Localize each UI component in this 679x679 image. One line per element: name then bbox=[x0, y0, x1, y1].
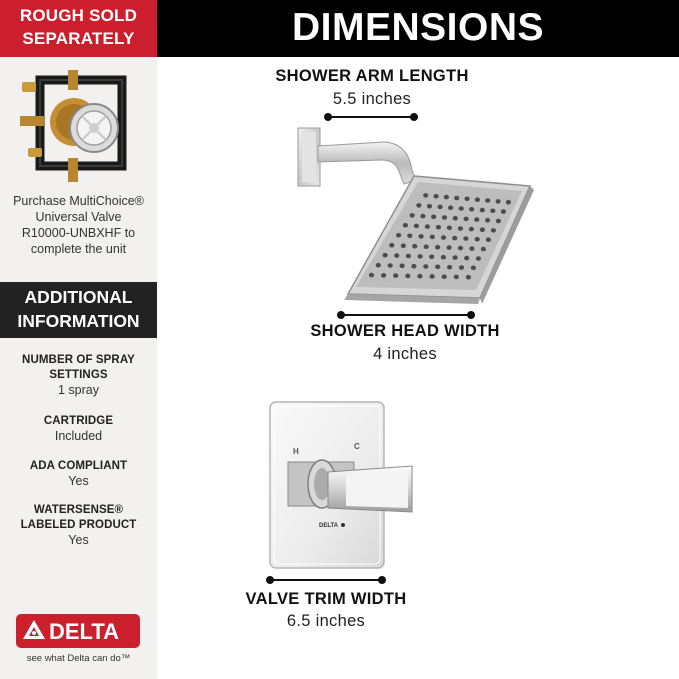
shower-arm-dimension-line bbox=[328, 116, 414, 118]
spray-nozzle bbox=[469, 207, 474, 212]
spray-nozzle bbox=[405, 274, 410, 279]
spray-nozzle bbox=[396, 233, 401, 238]
purchase-note-line: R10000-UNBXHF to bbox=[21, 226, 136, 240]
brand-name: DELTA bbox=[49, 619, 120, 644]
spec-label: ADA COMPLIANT bbox=[29, 460, 128, 472]
spray-nozzle bbox=[427, 204, 432, 209]
spray-nozzle bbox=[401, 243, 406, 248]
spray-nozzle bbox=[448, 205, 453, 210]
spec-value: 1 spray bbox=[58, 383, 99, 397]
spray-nozzle bbox=[465, 197, 470, 202]
purchase-note bbox=[4, 193, 153, 257]
spray-nozzle bbox=[383, 253, 388, 258]
dimensions-header bbox=[157, 0, 679, 57]
spray-nozzle bbox=[481, 247, 486, 252]
spray-nozzle bbox=[442, 215, 447, 220]
spray-nozzle bbox=[464, 256, 469, 261]
spray-nozzle bbox=[447, 245, 452, 250]
spray-nozzle bbox=[412, 244, 417, 249]
spray-nozzle bbox=[435, 245, 440, 250]
additional-banner-line2: INFORMATION bbox=[17, 311, 140, 331]
spray-nozzle bbox=[388, 263, 393, 268]
spray-nozzle bbox=[453, 216, 458, 221]
spray-nozzle bbox=[407, 234, 412, 239]
purchase-note-line: complete the unit bbox=[30, 242, 127, 256]
additional-information-banner bbox=[0, 282, 157, 338]
shower-head-dimension-line bbox=[341, 314, 471, 316]
spec-label: LABELED PRODUCT bbox=[20, 519, 137, 531]
spray-nozzle bbox=[429, 255, 434, 260]
spray-nozzle bbox=[458, 226, 463, 231]
cold-marking: C bbox=[354, 442, 360, 451]
spray-nozzle bbox=[430, 274, 435, 279]
spray-nozzle bbox=[452, 236, 457, 241]
spray-nozzle bbox=[424, 244, 429, 249]
spray-nozzle bbox=[485, 198, 490, 203]
shower-arm-value: 5.5 inches bbox=[332, 90, 412, 108]
valve-trim-value: 6.5 inches bbox=[286, 612, 366, 630]
spray-nozzle bbox=[435, 265, 440, 270]
spray-nozzle bbox=[417, 274, 422, 279]
shower-head-label: SHOWER HEAD WIDTH bbox=[310, 322, 500, 340]
shower-head-value: 4 inches bbox=[373, 345, 437, 363]
shower-arm-label: SHOWER ARM LENGTH bbox=[275, 67, 469, 85]
dimension-endpoint bbox=[467, 311, 475, 319]
spray-nozzle bbox=[491, 228, 496, 233]
spray-nozzle bbox=[414, 224, 419, 229]
spray-nozzle bbox=[475, 237, 480, 242]
spray-nozzle bbox=[474, 217, 479, 222]
spray-nozzle bbox=[471, 266, 476, 271]
additional-banner-line1: ADDITIONAL bbox=[24, 287, 133, 307]
spray-nozzle bbox=[393, 273, 398, 278]
spray-nozzle bbox=[441, 235, 446, 240]
spray-nozzle bbox=[444, 195, 449, 200]
spray-nozzle bbox=[434, 194, 439, 199]
valve-trim-image bbox=[266, 400, 426, 572]
dimension-endpoint bbox=[378, 576, 386, 584]
spray-nozzle bbox=[423, 264, 428, 269]
spec-spray-settings bbox=[0, 353, 157, 398]
spray-nozzle bbox=[458, 246, 463, 251]
dimension-endpoint bbox=[410, 113, 418, 121]
spray-nozzle bbox=[431, 215, 436, 220]
spray-nozzle bbox=[438, 205, 443, 210]
spray-nozzle bbox=[447, 226, 452, 231]
spray-nozzle bbox=[381, 273, 386, 278]
spray-nozzle bbox=[403, 223, 408, 228]
brand-tagline: see what Delta can do™ bbox=[26, 653, 131, 664]
rough-valve-image bbox=[20, 70, 138, 182]
delta-logo-icon bbox=[16, 614, 140, 648]
spray-nozzle bbox=[369, 273, 374, 278]
shower-head-image bbox=[290, 122, 540, 307]
spray-nozzle bbox=[416, 203, 421, 208]
valve-trim-label: VALVE TRIM WIDTH bbox=[245, 590, 407, 608]
spray-nozzle bbox=[469, 246, 474, 251]
spec-value: Yes bbox=[68, 474, 89, 488]
spray-nozzle bbox=[469, 227, 474, 232]
spec-ada-compliant bbox=[0, 459, 157, 489]
spray-nozzle bbox=[442, 274, 447, 279]
spray-nozzle bbox=[419, 234, 424, 239]
sidebar bbox=[0, 0, 157, 679]
spray-nozzle bbox=[389, 243, 394, 248]
spray-nozzle bbox=[459, 206, 464, 211]
spray-nozzle bbox=[418, 254, 423, 259]
spray-nozzle bbox=[496, 219, 501, 224]
spray-nozzle bbox=[406, 254, 411, 259]
spray-nozzle bbox=[453, 255, 458, 260]
spray-nozzle bbox=[486, 237, 491, 242]
spray-nozzle bbox=[454, 275, 459, 280]
hot-marking: H bbox=[293, 447, 299, 456]
spray-nozzle bbox=[420, 214, 425, 219]
spray-nozzle bbox=[454, 196, 459, 201]
spray-nozzle bbox=[501, 209, 506, 214]
spec-label: SETTINGS bbox=[49, 369, 108, 381]
spray-nozzle bbox=[485, 218, 490, 223]
rough-banner-line2: SEPARATELY bbox=[22, 29, 135, 48]
spray-nozzle bbox=[480, 227, 485, 232]
spray-nozzle bbox=[447, 265, 452, 270]
spray-nozzle bbox=[425, 224, 430, 229]
spray-nozzle bbox=[466, 275, 471, 280]
spray-nozzle bbox=[430, 235, 435, 240]
spray-nozzle bbox=[411, 264, 416, 269]
spec-label: CARTRIDGE bbox=[43, 415, 114, 427]
spray-nozzle bbox=[436, 225, 441, 230]
spray-nozzle bbox=[490, 209, 495, 214]
spray-nozzle bbox=[441, 255, 446, 260]
spray-nozzle bbox=[475, 197, 480, 202]
spray-nozzle bbox=[463, 236, 468, 241]
spray-nozzle bbox=[400, 264, 405, 269]
page-title: DIMENSIONS bbox=[291, 6, 545, 49]
purchase-note-line: Purchase MultiChoice® bbox=[13, 194, 144, 208]
spray-nozzle bbox=[376, 263, 381, 268]
trim-brand-marking: DELTA bbox=[319, 523, 339, 529]
spray-nozzle bbox=[480, 208, 485, 213]
spec-value: Included bbox=[54, 429, 103, 443]
spray-nozzle bbox=[410, 213, 415, 218]
spec-label: NUMBER OF SPRAY bbox=[22, 354, 135, 366]
spec-value: Yes bbox=[68, 533, 89, 547]
spec-watersense bbox=[0, 503, 157, 548]
spray-nozzle bbox=[459, 265, 464, 270]
spray-nozzle bbox=[423, 193, 428, 198]
purchase-note-line: Universal Valve bbox=[35, 210, 122, 224]
spray-nozzle bbox=[496, 199, 501, 204]
spec-cartridge bbox=[0, 414, 157, 444]
spray-nozzle bbox=[394, 253, 399, 258]
rough-sold-separately-banner bbox=[0, 0, 157, 57]
valve-trim-dimension-line bbox=[270, 579, 382, 581]
rough-banner-line1: ROUGH SOLD bbox=[19, 6, 138, 25]
spray-nozzle bbox=[464, 217, 469, 222]
spec-label: WATERSENSE® bbox=[33, 504, 124, 516]
spray-nozzle bbox=[506, 200, 511, 205]
spray-nozzle bbox=[476, 256, 481, 261]
